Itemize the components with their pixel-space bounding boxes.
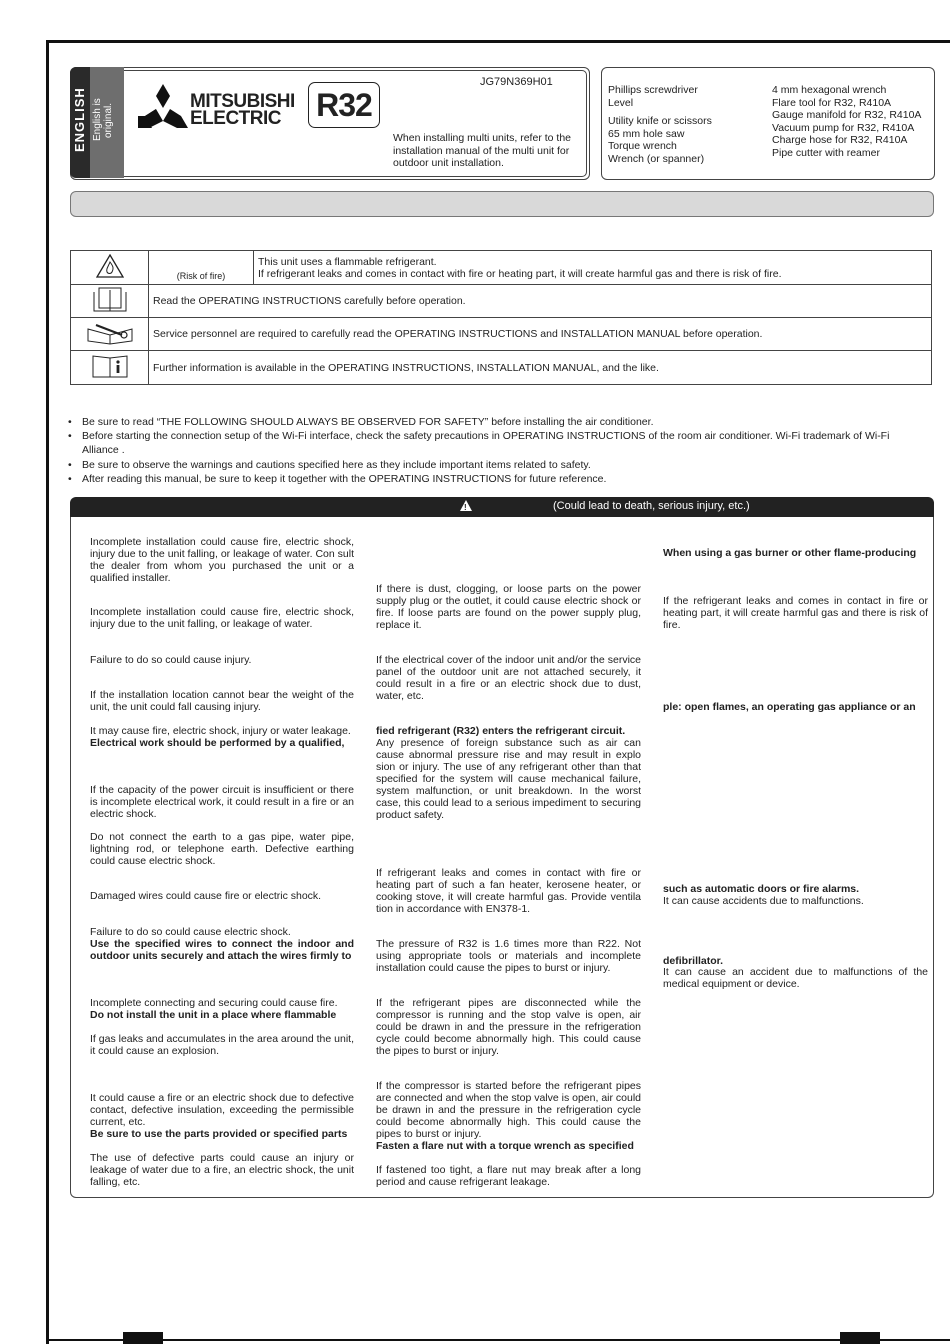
warning-paragraph: Do not connect the earth to a gas pipe, water pipe, lightning rod, or telephone earth. Defective earthing could cause electric shock. [90, 831, 354, 867]
warning-heading: Do not install the unit in a place where flammable [90, 1009, 337, 1021]
symbol-cell [71, 285, 149, 318]
table-row [71, 251, 932, 285]
tool-item: Wrench (or spanner) [608, 152, 705, 165]
warning-paragraph: If the refrigerant pipes are disconnected while the compressor is running and the stop valve is open, air could be drawn in and the pressure in the refrigeration cycle could become abnormally high. This could cause the pipes to burst or injury. [376, 997, 641, 1057]
list-item: • Be sure to read “THE FOLLOWING SHOULD ALWAYS BE OBSERVED FOR SAFETY” before installing the air conditioner. [68, 415, 898, 429]
warning-paragraph: Incomplete installation could cause fire, electric shock, injury due to the unit falling, or leakage of water. [90, 606, 354, 630]
warning-paragraph: Damaged wires could cause fire or electric shock. [90, 890, 322, 902]
table-row [71, 318, 932, 351]
symbols-table [70, 250, 932, 385]
table-row [71, 351, 932, 385]
section-title-bar [70, 191, 934, 217]
fire-text-line-2: If refrigerant leaks and comes in contact with fire or heating part, it will create harmful gas and there is risk of fire. [258, 267, 782, 280]
page-tab-left [123, 1332, 163, 1344]
warning-heading: Electrical work should be performed by a qualified, [90, 737, 345, 749]
language-label: ENGLISH [72, 87, 87, 153]
multi-unit-note: When installing multi units, refer to the installation manual of the multi unit for outdoor unit installation. [393, 132, 571, 169]
tool-item: 4 mm hexagonal wrench [772, 84, 887, 96]
warning-paragraph: If there is dust, clogging, or loose parts on the power supply plug or the outlet, it could cause electric shock or fire. If loose parts are found on the power supply plug, replace it. [376, 583, 641, 631]
tool-item: Utility knife or scissors [608, 115, 712, 128]
brand-line-2: ELECTRIC [190, 108, 281, 129]
brand-line-1: MITSUBISHI [190, 91, 295, 112]
list-item: • After reading this manual, be sure to keep it together with the OPERATING INSTRUCTIONS for future reference. [68, 472, 898, 486]
tool-item: Gauge manifold for R32, R410A [772, 109, 922, 122]
tool-item: Charge hose for R32, R410A [772, 134, 908, 147]
warning-paragraph: If the installation location cannot bear the weight of the unit, the unit could fall causing injury. [90, 689, 354, 713]
warning-paragraph: If gas leaks and accumulates in the area around the unit, it could cause an explosion. [90, 1033, 354, 1057]
warning-paragraph: Incomplete connecting and securing could cause fire. [90, 997, 338, 1009]
list-item: • Before starting the connection setup of the Wi-Fi interface, check the safety precautions in OPERATING INSTRUCTIONS of the room air conditioner. Wi-Fi trademark of Wi-Fi Alliance . [68, 429, 898, 457]
tool-item: Pipe cutter with reamer [772, 146, 880, 159]
fire-text-line-1: This unit uses a flammable refrigerant. [258, 255, 437, 268]
list-item: • Be sure to observe the warnings and cautions specified here as they include important items related to safety. [68, 458, 898, 472]
warning-paragraph: It could cause a fire or an electric shock due to defective contact, defective insulation, exceeding the permissible current, etc. [90, 1092, 354, 1128]
tool-item: Torque wrench [608, 140, 677, 153]
page-tab-right [840, 1332, 880, 1344]
fire-text-cell [254, 251, 932, 285]
flammable-warning-icon [96, 254, 124, 278]
page-frame-top [46, 40, 950, 43]
warning-paragraph: Any presence of foreign substance such as air can cause abnormal pressure rise and may result in explo sion or injury. The use of any refrigerant other than that specified for the system will cause mechanical failure, system malfunction, or unit breakdown. In the worst case, this could lead to a serious impediment to securing product safety. [376, 737, 641, 821]
info-manual-icon [91, 353, 129, 379]
warning-heading: Be sure to use the parts provided or specified parts [90, 1128, 348, 1140]
warning-heading: ple: open flames, an operating gas appliance or an [663, 701, 916, 713]
warning-paragraph: The use of defective parts could cause an injury or leakage of water due to a fire, an electric shock, the unit falling, etc. [90, 1152, 354, 1188]
exclamation-icon: ! [464, 503, 467, 512]
document-number: JG79N369H01 [480, 76, 553, 88]
operating-manual-icon [92, 287, 128, 313]
warning-paragraph: If the electrical cover of the indoor unit and/or the service panel of the outdoor unit are not attached securely, it could result in a fire or an electric shock due to dust, water, etc. [376, 654, 641, 702]
warning-paragraph: Failure to do so could cause electric shock. [90, 926, 291, 938]
service-manual-icon [86, 321, 134, 345]
warning-paragraph: It may cause fire, electric shock, injury or water leakage. [90, 725, 351, 737]
safety-bullet-list [68, 415, 898, 486]
page-frame-bottom [49, 1339, 950, 1341]
warning-paragraph: If the refrigerant leaks and comes in contact in fire or heating part, it will create harmful gas and there is risk of fire. [663, 595, 928, 631]
tool-item: Level [608, 96, 634, 109]
warning-heading: fied refrigerant (R32) enters the refrigerant circuit. [376, 725, 626, 737]
warning-header-text: (Could lead to death, serious injury, etc.) [553, 500, 750, 512]
warning-paragraph: If refrigerant leaks and comes in contact with fire or heating part of such a fan heater, kerosene heater, or cooking stove, it will create harmful gas. Provide ventila tion in accordance with EN378-1. [376, 867, 641, 915]
tool-item: Vacuum pump for R32, R410A [772, 121, 915, 134]
tools-list-left [608, 84, 712, 166]
symbol-cell [71, 351, 149, 385]
symbol-cell [71, 251, 149, 285]
warning-heading: such as automatic doors or fire alarms. [663, 883, 860, 895]
warning-heading: Use the specified wires to connect the indoor and outdoor units securely and attach the wires firmly to [90, 938, 354, 962]
risk-of-fire-label: (Risk of fire) [149, 251, 254, 285]
warning-heading: When using a gas burner or other flame-producing [663, 547, 917, 559]
table-row [71, 285, 932, 318]
tool-item: 65 mm hole saw [608, 127, 685, 140]
language-note: English is original. [92, 98, 114, 142]
operating-instructions-text: Read the OPERATING INSTRUCTIONS carefully before operation. [149, 285, 932, 318]
warning-paragraph: It can cause accidents due to malfunctions. [663, 895, 864, 907]
tool-item: Flare tool for R32, R410A [772, 96, 892, 109]
brand-name [190, 93, 295, 127]
service-personnel-text: Service personnel are required to carefully read the OPERATING INSTRUCTIONS and INSTALLATION MANUAL before operation. [149, 318, 932, 351]
warning-paragraph: Incomplete installation could cause fire, electric shock, injury due to the unit falling, or leakage of water. Con sult the dealer from whom you purchased the unit or a qualified installer. [90, 536, 354, 584]
warning-paragraph: If fastened too tight, a flare nut may break after a long period and cause refrigerant leakage. [376, 1164, 641, 1188]
warning-header-bar [70, 497, 934, 517]
refrigerant-badge: R32 [308, 82, 380, 128]
mitsubishi-logo-icon [137, 83, 189, 129]
warning-heading: Fasten a flare nut with a torque wrench as specified [376, 1140, 634, 1152]
warning-paragraph: Failure to do so could cause injury. [90, 654, 252, 666]
warning-paragraph: If the capacity of the power circuit is insufficient or there is incomplete electrical work, it could result in a fire or an electric shock. [90, 784, 354, 820]
tools-list-right [772, 84, 921, 160]
page-frame-left [46, 40, 49, 1344]
further-information-text: Further information is available in the OPERATING INSTRUCTIONS, INSTALLATION MANUAL, and the like. [149, 351, 932, 385]
tool-item: Phillips screwdriver [608, 84, 698, 96]
symbol-cell [71, 318, 149, 351]
warning-paragraph: It can cause an accident due to malfunctions of the medical equipment or device. [663, 966, 928, 990]
warning-heading: defibrillator. [663, 955, 724, 967]
warning-paragraph: The pressure of R32 is 1.6 times more than R22. Not using appropriate tools or materials and incomplete installation could cause the pipes to burst or injury. [376, 938, 641, 974]
warning-paragraph: If the compressor is started before the refrigerant pipes are connected and when the stop valve is open, air could be drawn in and the pressure in the refrigeration cycle could become abnormally high. This could cause the pipes to burst or injury. [376, 1080, 642, 1140]
